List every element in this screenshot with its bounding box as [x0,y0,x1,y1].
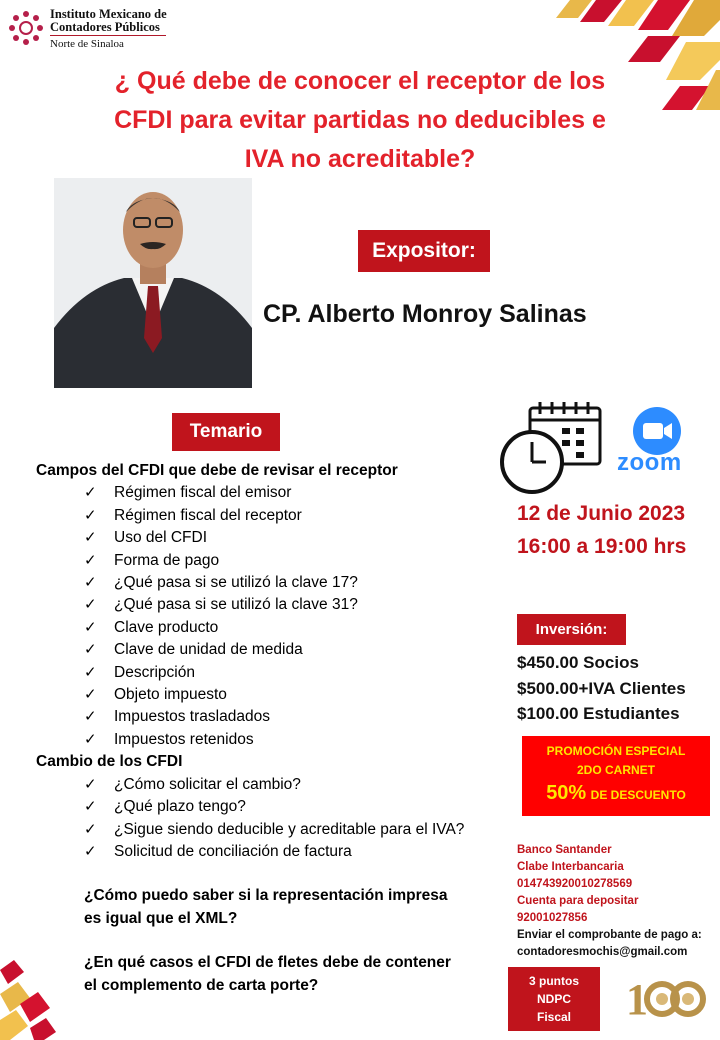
points-line-1: 3 puntos [529,974,579,988]
check-icon: ✓ [84,686,97,704]
org-line-1: Instituto Mexicano de [50,7,167,21]
send-receipt-label: Enviar el comprobante de pago a: [517,929,702,941]
check-icon: ✓ [84,730,97,748]
list-item: ✓ Solicitud de conciliación de factura [36,841,506,863]
points-line-2: NDPC [536,992,571,1006]
list-item: ✓ Impuestos trasladados [36,706,506,728]
agenda-section-title: Campos del CFDI que debe de revisar el receptor [36,462,398,479]
org-divider [50,35,166,36]
expositor-label: Expositor: [358,230,490,272]
event-date: 12 de Junio 2023 [517,502,686,525]
check-icon: ✓ [84,618,97,636]
anniversary-100-icon [622,970,712,1032]
bank-name: Banco Santander [517,844,612,856]
promo-percent: 50% [546,782,587,804]
promo-discount [522,782,710,805]
price-socios: $450.00 Socios [517,653,639,672]
list-item: ✓ ¿Qué pasa si se utilizó la clave 31? [36,594,506,616]
promo-line-2: 2DO CARNET [576,763,655,777]
price-list [517,650,686,727]
list-item: ✓ Uso del CFDI [36,527,506,549]
check-icon: ✓ [84,596,97,614]
speaker-photo [54,178,252,388]
event-datetime [517,497,686,563]
event-time: 16:00 a 19:00 hrs [517,535,687,558]
account-number: 92001027856 [517,912,588,924]
calendar-clock-icon [500,402,604,496]
title-line-1: ¿ Qué debe de conocer el receptor de los [114,67,606,95]
inversion-label: Inversión: [517,614,626,645]
clabe-number: 014743920010278569 [517,878,633,890]
list-item: ✓ ¿Cómo solicitar el cambio? [36,774,506,796]
list-item: ✓ Régimen fiscal del receptor [36,505,506,527]
event-title [70,62,650,179]
agenda-section-title: Cambio de los CFDI [36,753,183,771]
temario-label: Temario [172,413,280,451]
list-item: ✓ Descripción [36,662,506,684]
bank-info [517,842,702,961]
promo-line-1: PROMOCIÓN ESPECIAL [546,744,686,758]
check-icon: ✓ [84,820,97,838]
speaker-name: CP. Alberto Monroy Salinas [263,300,587,328]
speaker-portrait-image [54,178,252,388]
imcp-logo-icon [6,8,46,48]
points-line-3: Fiscal [536,1010,572,1024]
list-item: ✓ Forma de pago [36,550,506,572]
ndpc-points-badge [508,967,600,1031]
agenda-question-1: ¿Cómo puedo saber si la representación impresa es igual que el XML? [84,887,448,927]
agenda-question-2: ¿En qué casos el CFDI de fletes debe de contener el complemento de carta porte? [84,954,451,994]
contact-email: contadoresmochis@gmail.com [517,946,688,958]
list-item: ✓ ¿Sigue siendo deducible y acreditable para el IVA? [36,819,506,841]
price-clientes: $500.00+IVA Clientes [517,678,686,698]
promo-box [522,736,710,816]
list-item: ✓ Régimen fiscal del emisor [36,482,506,504]
check-icon: ✓ [84,551,97,569]
org-line-3: Norte de Sinaloa [50,38,124,50]
check-icon: ✓ [84,484,97,502]
list-item: ✓ Objeto impuesto [36,684,506,706]
title-line-2: CFDI para evitar partidas no deducibles e [114,106,606,134]
check-icon: ✓ [84,641,97,659]
list-item: ✓ ¿Qué plazo tengo? [36,796,506,818]
list-item: ✓ Clave producto [36,617,506,639]
organization-name [50,8,167,51]
list-item: ✓ Clave de unidad de medida [36,639,506,661]
check-icon: ✓ [84,708,97,726]
svg-text:1: 1 [626,975,648,1024]
title-line-3: IVA no acreditable? [244,145,476,173]
clabe-label: Clabe Interbancaria [517,861,624,873]
agenda [36,460,506,997]
check-icon: ✓ [84,663,97,681]
zoom-logo-text: zoom [617,449,682,476]
list-item: ✓ Impuestos retenidos [36,729,506,751]
list-item: ✓ ¿Qué pasa si se utilizó la clave 17? [36,572,506,594]
check-icon: ✓ [84,775,97,793]
org-line-2: Contadores Públicos [50,20,160,34]
account-label: Cuenta para depositar [517,895,639,907]
check-icon: ✓ [84,574,97,592]
price-estudiantes: $100.00 Estudiantes [517,704,680,723]
check-icon: ✓ [84,842,97,860]
check-icon: ✓ [84,798,97,816]
check-icon: ✓ [84,529,97,547]
check-icon: ✓ [84,506,97,524]
promo-discount-text: DE DESCUENTO [590,788,686,802]
